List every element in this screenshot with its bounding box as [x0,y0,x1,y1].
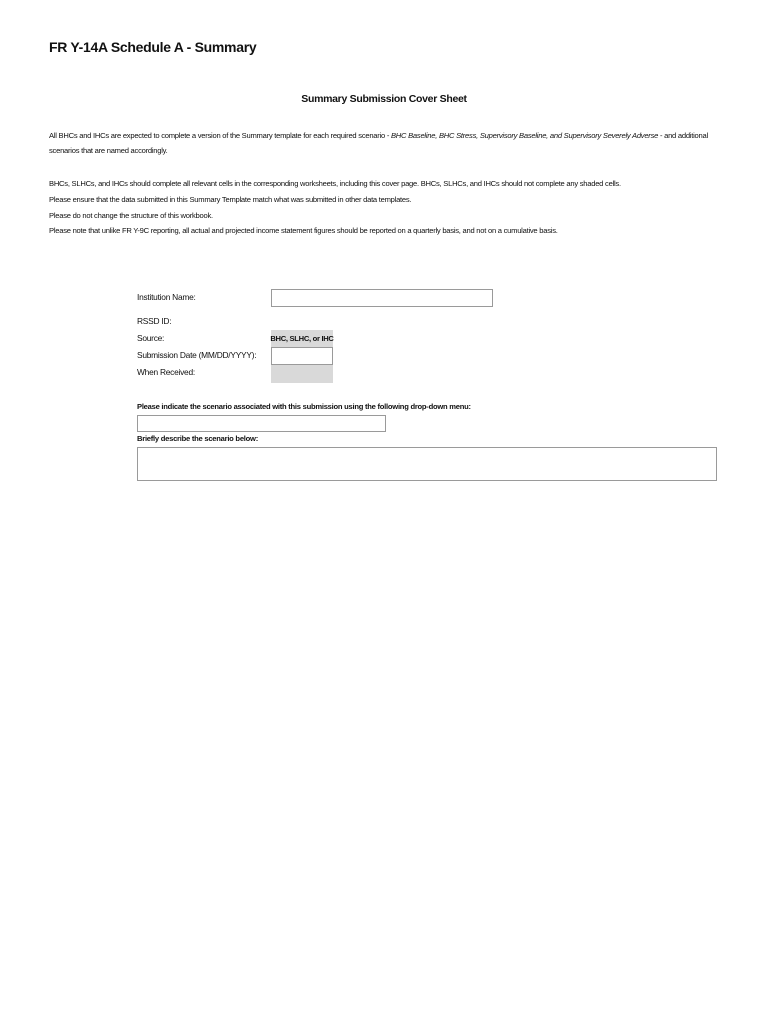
instruction-line-quarterly-basis: Please note that unlike FR Y-9C reporting, all actual and projected income statement figures should be reported on a quarterly basis, and not on a cumulative basis. [49,226,558,235]
instruction-line-ensure-match: Please ensure that the data submitted in this Summary Template match what was submitted in other data templates. [49,195,412,204]
institution-name-label: Institution Name: [137,292,196,302]
institution-name-input[interactable] [271,289,493,307]
scenario-description-textarea[interactable] [137,447,717,481]
cover-sheet-heading: Summary Submission Cover Sheet [301,93,467,105]
source-shaded-cell: BHC, SLHC, or IHC [271,330,333,347]
scenario-dropdown-prompt: Please indicate the scenario associated with this submission using the following drop-down menu: [137,402,471,411]
scenario-description-label: Briefly describe the scenario below: [137,434,258,443]
instruction-paragraph-scenarios [49,128,719,158]
rssd-id-label: RSSD ID: [137,316,172,326]
instruction-line-do-not-change: Please do not change the structure of this workbook. [49,211,213,220]
instruction-text: All BHCs and IHCs are expected to complete a version of the Summary template for each required scenario - [49,131,391,140]
instruction-line-complete-cells: BHCs, SLHCs, and IHCs should complete all relevant cells in the corresponding worksheets, including this cover page. BHCs, SLHCs, and IHCs should not complete any shaded cells. [49,179,621,188]
submission-date-input[interactable] [271,347,333,365]
when-received-label: When Received: [137,367,195,377]
when-received-shaded-cell [271,365,333,383]
instruction-text: - and additional scenarios that are named accordingly. [49,131,708,155]
document-title: FR Y-14A Schedule A - Summary [49,39,257,55]
scenario-names-text: BHC Baseline, BHC Stress, Supervisory Baseline, and Supervisory Severely Adverse [390,131,659,140]
scenario-dropdown[interactable] [137,415,386,432]
source-label: Source: [137,333,165,343]
submission-date-label: Submission Date (MM/DD/YYYY): [137,350,257,360]
